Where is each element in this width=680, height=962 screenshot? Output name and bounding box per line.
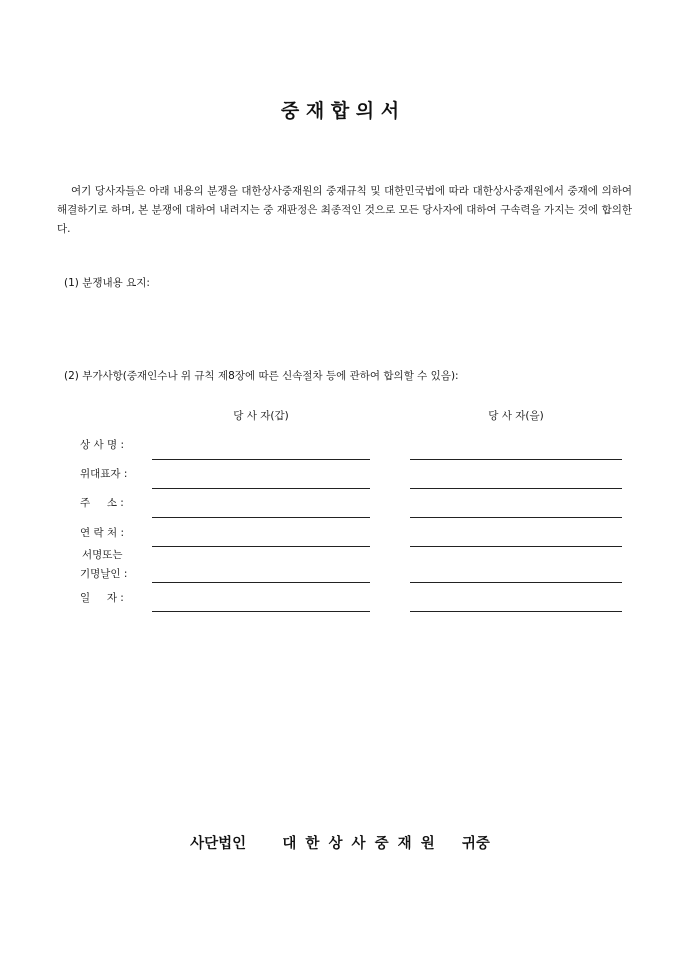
party-a-signature-line[interactable] (152, 582, 370, 583)
party-a-date-line[interactable] (152, 611, 370, 612)
party-b-signature-line[interactable] (410, 582, 622, 583)
recipient-footer: 사단법인 대 한 상 사 중 재 원 귀중 (190, 836, 490, 852)
signature-label-line1: 서명또는 (82, 549, 123, 561)
party-a-address-line[interactable] (152, 517, 370, 518)
additional-terms-label: (2) 부가사항(중재인수나 위 규칙 제8장에 따른 신속절차 등에 관하여 합의할 수 있음): (64, 370, 459, 382)
party-b-address-line[interactable] (410, 517, 622, 518)
contact-label: 연 락 처 : (80, 527, 124, 539)
party-b-contact-line[interactable] (410, 546, 622, 547)
party-a-heading: 당 사 자(갑) (233, 410, 289, 422)
date-label: 일 자 : (80, 592, 124, 604)
party-b-date-line[interactable] (410, 611, 622, 612)
address-label: 주 소 : (80, 497, 124, 509)
agreement-statement: 여기 당사자들은 아래 내용의 분쟁을 대한상사중재원의 중재규칙 및 대한민국법에 따라 대한상사중재원에서 중재에 의하여 해결하기로 하며, 본 분쟁에 대하여 내려지는 중 재판정은 최종적인 것으로 모든 당사자에 대하여 구속력을 가지는 것에 합의한다. (57, 185, 632, 235)
party-a-contact-line[interactable] (152, 546, 370, 547)
party-b-company-line[interactable] (410, 459, 622, 460)
company-name-label: 상 사 명 : (80, 439, 124, 451)
party-a-company-line[interactable] (152, 459, 370, 460)
representative-label: 위대표자 : (80, 468, 128, 480)
signature-label-line2: 기명날인 : (80, 568, 128, 580)
dispute-summary-label: (1) 분쟁내용 요지: (64, 277, 150, 289)
party-a-representative-line[interactable] (152, 488, 370, 489)
document-title: 중 재 합 의 서 (280, 100, 400, 122)
party-b-heading: 당 사 자(을) (488, 410, 544, 422)
party-b-representative-line[interactable] (410, 488, 622, 489)
